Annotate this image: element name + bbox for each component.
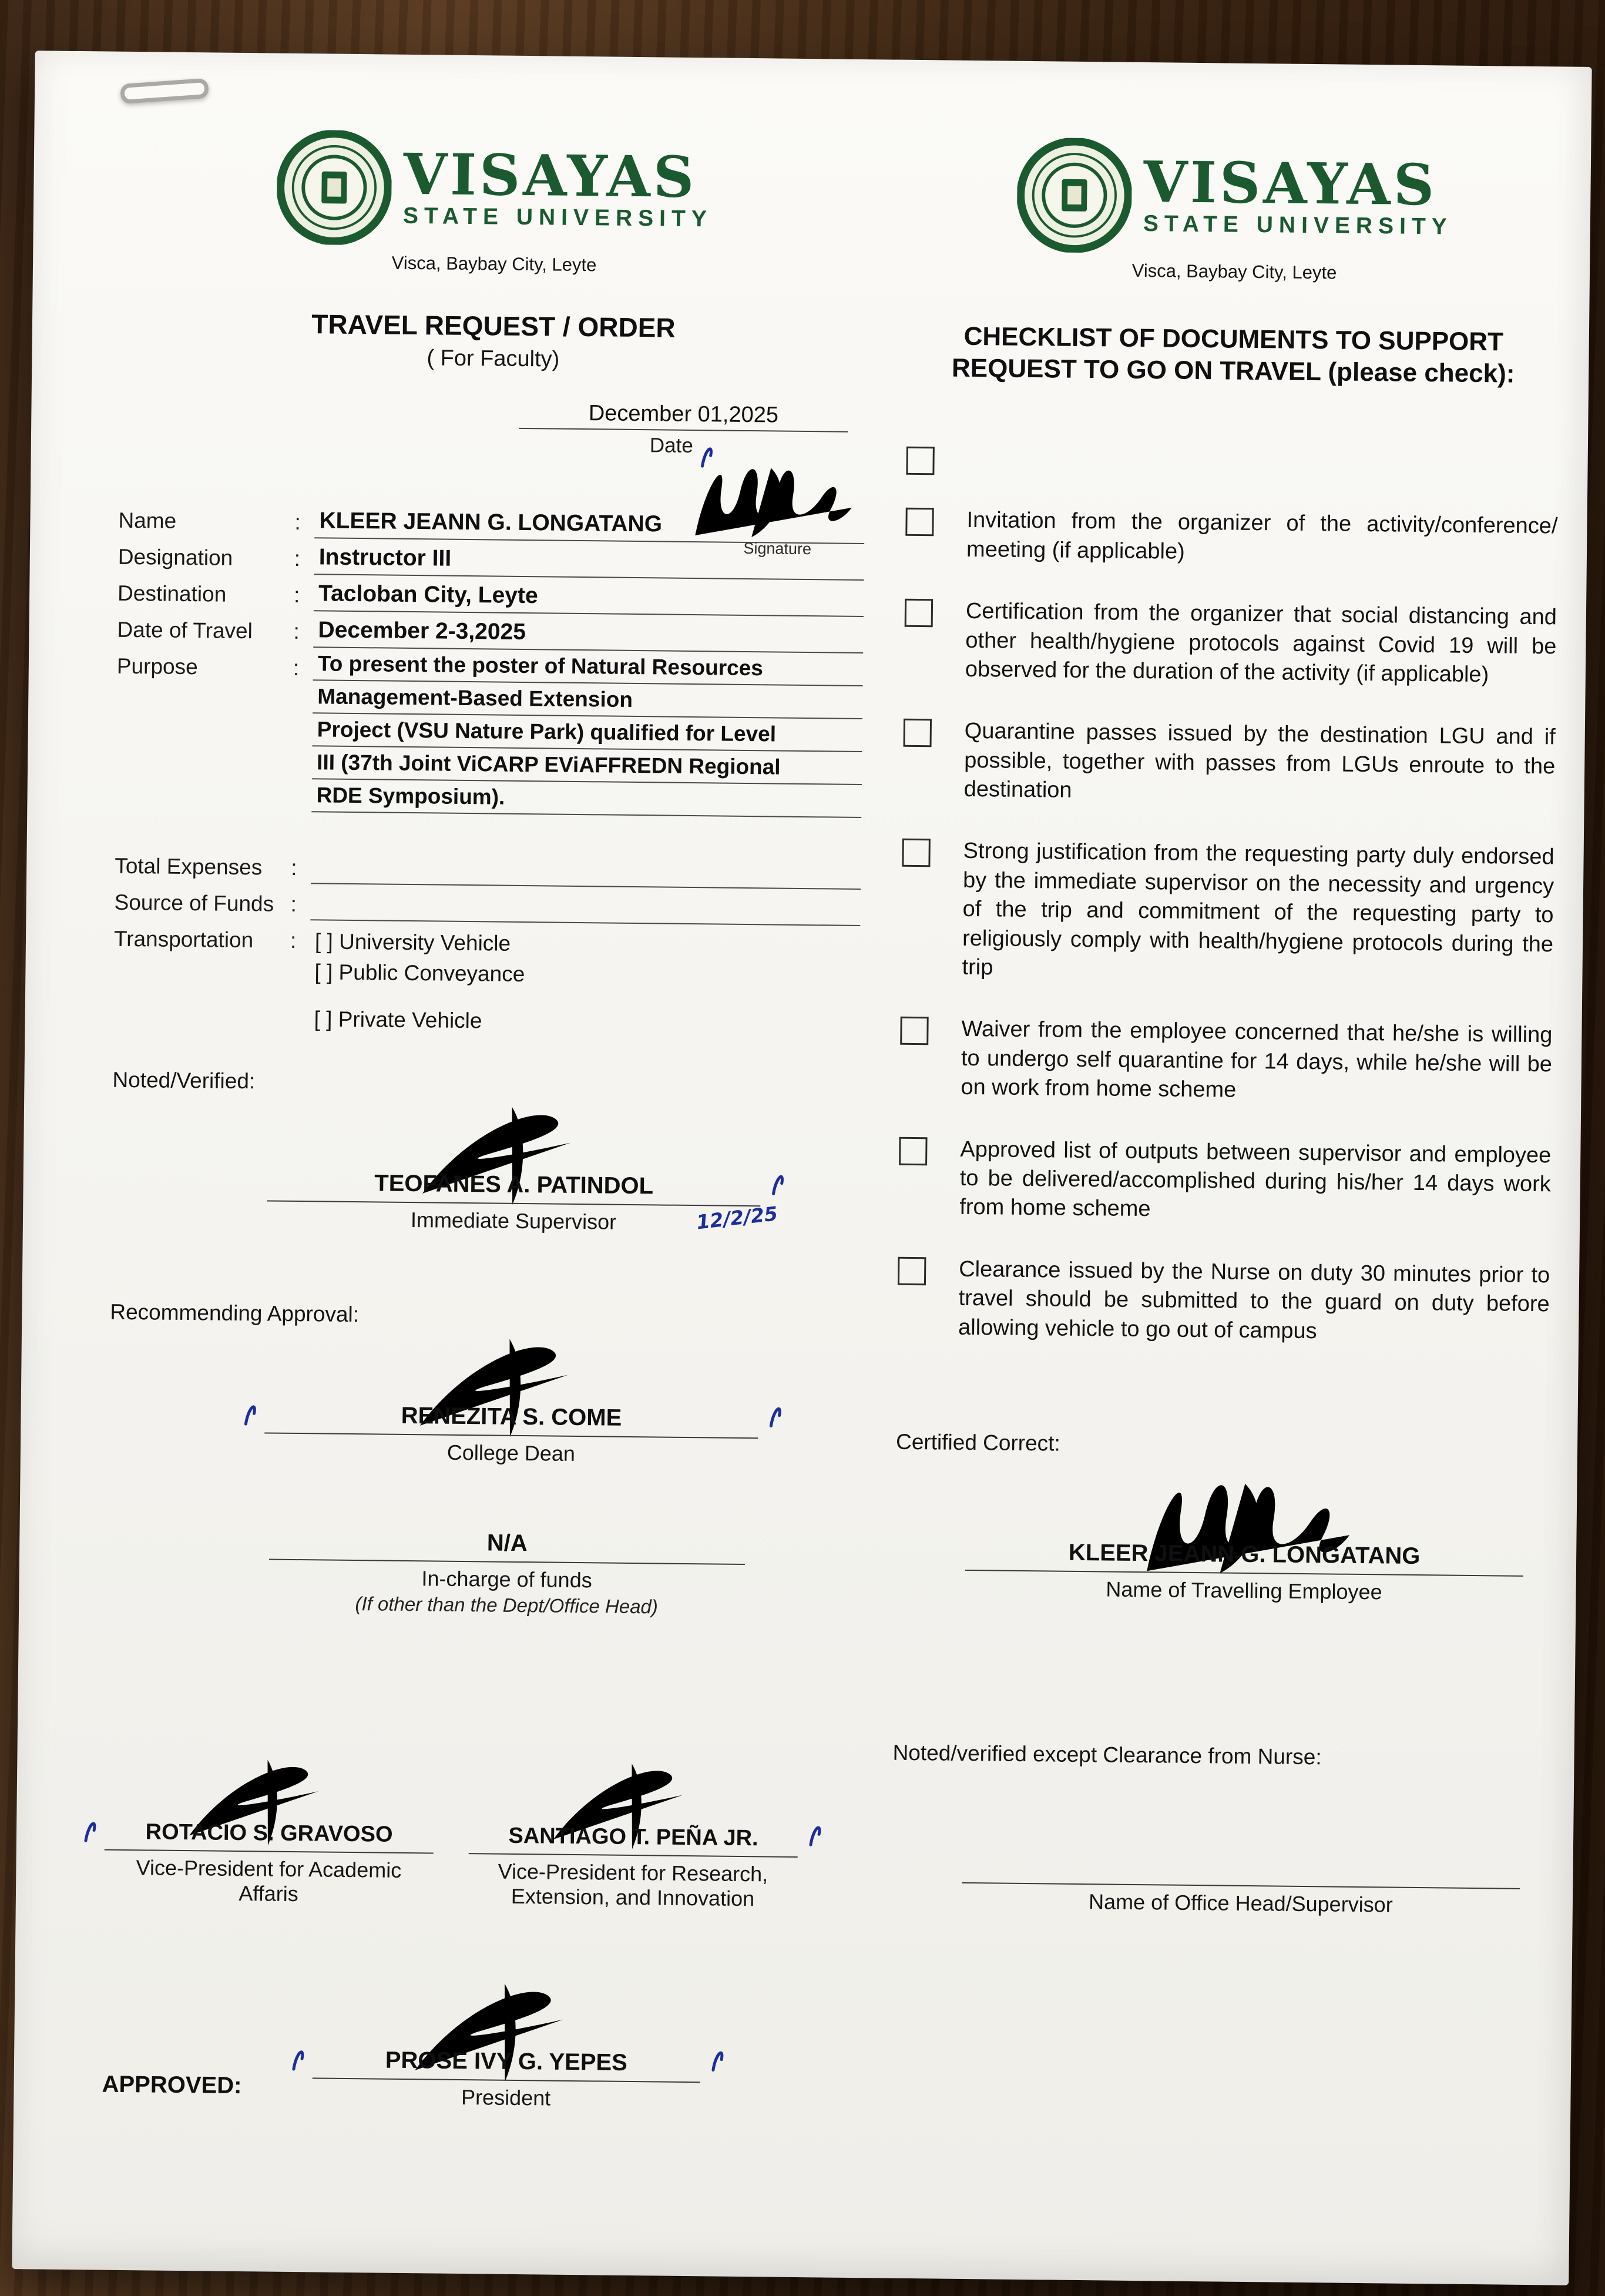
noted-verified-label: Noted/Verified:	[112, 1067, 256, 1094]
vp-academic-title-line1: Vice-President for Academic	[136, 1855, 402, 1882]
checklist-item	[901, 836, 1554, 988]
checklist-item-text: Strong justification from the requesting party duly endorsed by the immediate supervisor on the necessity and urgency of the trip and commitment of the requesting party to religiously comply with health/hygiene protocols during the trip	[962, 839, 1554, 980]
checklist-item-text: Certification from the organizer that social distancing and other health/hygiene protocols against Covid 19 will be observed for the duration of the activity (if applicable)	[965, 598, 1557, 688]
vsu-wordmark: VISAYAS	[1143, 148, 1438, 219]
dean-signature-block	[264, 1326, 759, 1468]
checkbox-empty	[898, 1256, 926, 1285]
field-label: Designation	[117, 544, 233, 570]
field-label: Source of Funds	[114, 890, 274, 916]
vp-academic-title	[104, 1855, 434, 1908]
vsu-address: Visca, Baybay City, Leyte	[391, 252, 597, 276]
recommending-approval-label: Recommending Approval:	[110, 1299, 360, 1327]
vp-academic-title-line2: Affaris	[239, 1881, 298, 1906]
field-row-purpose	[115, 646, 863, 818]
dean-name-text: RENEZITA S. COME	[401, 1402, 622, 1431]
checklist-item-text: Quarantine passes issued by the destination LGU and if possible, together with passes from LGUs enroute to the destination	[963, 719, 1556, 803]
vsu-wordmark-sub: STATE UNIVERSITY	[402, 203, 713, 232]
field-row-transportation	[114, 919, 861, 963]
vp-research-title	[468, 1859, 798, 1912]
field-label: Name	[118, 508, 177, 533]
signature-kleer-icon	[682, 447, 859, 549]
funds-incharge-block	[268, 1528, 745, 1619]
checkbox-empty	[899, 1137, 928, 1165]
checkbox-empty	[900, 1017, 929, 1045]
checklist-title-line1: CHECKLIST OF DOCUMENTS TO SUPPORT	[963, 321, 1504, 357]
checklist-item-text: Clearance issued by the Nurse on duty 30 minutes prior to travel should be submitted to the guard on duty before allowing vehicle to go out of campus	[958, 1256, 1550, 1343]
approved-label: APPROVED:	[102, 2071, 242, 2099]
checklist-column	[891, 136, 1562, 1919]
ink-tick-icon	[804, 1814, 825, 1849]
field-colon: :	[293, 655, 300, 680]
employee-name-caption: Name of Travelling Employee	[1106, 1577, 1382, 1604]
ink-tick-icon	[239, 1393, 260, 1429]
vsu-seal-icon	[276, 130, 392, 246]
ink-tick-icon	[706, 2039, 728, 2074]
ink-tick-icon	[287, 2039, 308, 2074]
document-sheet	[12, 51, 1591, 2285]
vp-academic-name	[105, 1819, 434, 1854]
checkbox-empty	[904, 719, 932, 748]
checkbox-empty	[906, 447, 935, 475]
president-name-text: PROSE IVY G. YEPES	[385, 2047, 628, 2076]
field-label: Transportation	[113, 926, 254, 953]
supervisor-title: Immediate Supervisor	[410, 1208, 617, 1234]
vsu-wordmark: VISAYAS	[403, 140, 697, 210]
vp-research-block	[468, 1751, 799, 1912]
ink-tick-icon	[79, 1810, 100, 1845]
signature-label: Signature	[743, 539, 812, 558]
dean-name	[264, 1401, 758, 1439]
vp-academic-block	[104, 1748, 435, 1908]
checkbox-empty	[905, 508, 934, 537]
vsu-header-left	[121, 128, 868, 279]
travel-request-column	[102, 128, 868, 2114]
form-subtitle: ( For Faculty)	[427, 346, 560, 372]
transport-option-university: [ ] University Vehicle	[314, 929, 511, 956]
employee-name	[965, 1539, 1524, 1577]
funds-incharge-value	[269, 1528, 746, 1565]
certified-correct-label: Certified Correct:	[895, 1429, 1060, 1456]
president-name	[313, 2046, 701, 2083]
field-label: Destination	[117, 581, 227, 606]
purpose-line: III (37th Joint ViCARP EViAFFREDN Regional	[312, 746, 862, 785]
vsu-wordmark-sub: STATE UNIVERSITY	[1143, 211, 1453, 240]
date-value: December 01,2025	[519, 400, 848, 433]
vsu-header-right	[908, 136, 1562, 286]
vp-research-title-line2: Extension, and Innovation	[511, 1883, 755, 1911]
purpose-line: Management-Based Extension	[313, 681, 863, 719]
vp-research-title-line1: Vice-President for Research,	[498, 1859, 768, 1886]
field-value-travel-date: December 2-3,2025	[313, 617, 863, 653]
purpose-line: Project (VSU Nature Park) qualified for Level	[312, 713, 862, 752]
transport-option-public: [ ] Public Conveyance	[314, 960, 525, 987]
employee-name-text: KLEER JEANN G. LONGATANG	[1068, 1539, 1421, 1569]
field-colon: :	[294, 546, 301, 571]
transport-option-private: [ ] Private Vehicle	[314, 1007, 482, 1033]
purpose-value	[311, 648, 863, 818]
checklist-item	[904, 596, 1557, 691]
checkbox-empty	[902, 839, 931, 867]
vsu-address: Visca, Baybay City, Leyte	[1131, 260, 1337, 283]
field-colon: :	[290, 891, 297, 916]
vice-presidents-row	[104, 1748, 852, 1912]
vp-academic-name-text: ROTACIO S. GRAVOSO	[145, 1819, 393, 1847]
funds-incharge-title: In-charge of funds	[421, 1566, 592, 1593]
vp-research-name	[469, 1823, 798, 1858]
checklist-title	[907, 320, 1560, 390]
funds-na-text: N/A	[486, 1530, 528, 1557]
field-colon: :	[291, 855, 297, 880]
vp-research-name-text: SANTIAGO T. PEÑA JR.	[508, 1823, 758, 1851]
office-head-caption: Name of Office Head/Supervisor	[1088, 1889, 1393, 1917]
field-value-designation: Instructor III	[314, 544, 864, 581]
office-head-signature-line	[962, 1848, 1520, 1889]
supervisor-signature-block	[267, 1094, 779, 1236]
field-colon: :	[293, 619, 300, 643]
date-label-text: Date	[649, 434, 694, 457]
checklist-item	[898, 1134, 1551, 1228]
approved-section	[102, 1969, 849, 2114]
field-label: Purpose	[116, 653, 198, 679]
field-colon: :	[293, 582, 300, 607]
vsu-seal-icon	[1016, 138, 1132, 253]
checklist-item-text: Invitation from the organizer of the activity/conference/ meeting (if applicable)	[966, 508, 1558, 564]
checklist-item	[899, 1014, 1552, 1108]
purpose-line: RDE Symposium).	[311, 779, 862, 818]
checklist-item-text: Waiver from the employee concerned that he/she is willing to undergo self quarantine for 14 days, while he/she will be on work from home scheme	[961, 1017, 1553, 1102]
checklist-item	[903, 716, 1556, 810]
dean-title: College Dean	[446, 1440, 576, 1466]
president-signature-block	[312, 1971, 701, 2112]
checklist-item	[905, 505, 1558, 570]
field-label: Date of Travel	[117, 617, 253, 643]
form-title: TRAVEL REQUEST / ORDER	[311, 309, 676, 343]
ink-tick-icon	[764, 1395, 785, 1430]
president-title: President	[461, 2085, 551, 2110]
supervisor-name-text: TEOFANES A. PATINDOL	[374, 1170, 654, 1199]
purpose-line: To present the poster of Natural Resources	[313, 648, 864, 686]
field-label: Total Expenses	[115, 853, 263, 880]
employee-signature-block	[965, 1455, 1525, 1606]
noted-except-label: Noted/verified except Clearance from Nurse:	[892, 1740, 1322, 1769]
field-value-destination: Tacloban City, Leyte	[314, 581, 864, 617]
field-value-name: KLEER JEANN G. LONGATANG	[314, 508, 864, 544]
checklist-item-text: Approved list of outputs between supervisor and employee to be delivered/accomplished during his/her 14 days work from home scheme	[959, 1137, 1552, 1222]
field-colon: :	[294, 510, 301, 535]
funds-incharge-note: (If other than the Dept/Office Head)	[355, 1593, 659, 1618]
ink-tick-icon	[766, 1163, 788, 1198]
checklist-item	[897, 1254, 1550, 1348]
handwritten-date: 12/2/25	[695, 1202, 779, 1234]
checklist-title-line2: REQUEST TO GO ON TRAVEL (please check):	[951, 353, 1515, 388]
field-colon: :	[290, 928, 297, 953]
checkbox-empty	[905, 599, 934, 627]
